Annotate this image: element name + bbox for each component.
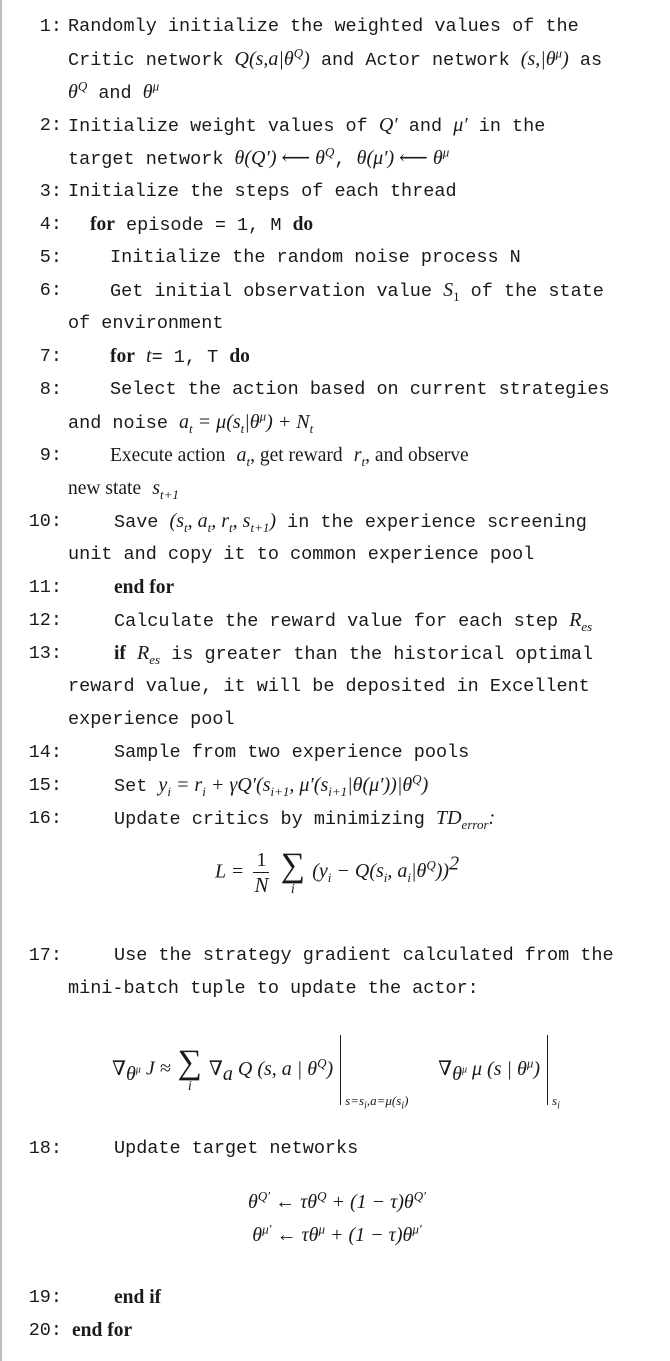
line-text: Use the strategy gradient calculated from the [114,945,614,966]
math: θ(Q′) ⟵ $\theta^Q$ [234,144,335,169]
keyword: for [110,346,135,367]
line-text: Execute action [110,445,226,466]
line-text: = 1, T [151,347,219,368]
keyword: for [90,214,115,235]
line-text: reward value, it will be deposited in Excellent [68,676,590,697]
line-number: 20: [28,1320,62,1341]
line-text: is greater than the historical optimal [171,644,594,665]
math: $\theta^Q$ [68,78,88,103]
line-text: experience pool [68,709,235,730]
line-text: as [579,50,603,71]
math: $TD_{error}$: [435,807,496,832]
math: μ′ [453,114,468,136]
math: $y_i = r_i + \gamma Q'(s_{i+1}$, $\mu'(s_{i+1}|\theta(\mu'))|\theta^Q$) [158,771,429,799]
line-text: of environment [68,313,224,334]
line-text: Get initial observation value [110,281,432,302]
line-text: , [334,149,346,170]
target-update-mu: $\theta^{\mu'}$ ← $\tau\theta^\mu + (1 - \tau)\theta^{\mu'}$ [252,1221,422,1246]
line-text: mini-batch tuple to update the actor: [68,978,479,999]
line-number: 9: [39,445,62,466]
line-number: 12: [28,610,62,631]
line-text: Update target networks [114,1138,359,1159]
line-number: 2: [39,115,62,136]
line-text: , and observe [365,445,469,466]
line-number: 6: [39,280,62,301]
line-text: Initialize weight values of [68,116,368,137]
math: ($s_t$, $a_t$, $r_t$, $s_{t+1}$) [169,510,277,535]
line-text: Randomly initialize the weighted values of the [68,16,579,37]
line-number: 1: [39,16,62,37]
line-number: 17: [28,945,62,966]
line-text: Save [114,512,159,533]
line-text: in the experience screening [287,512,587,533]
line-text: Select the action based on current strategies [110,379,610,400]
line-text: Initialize the random noise process N [110,247,521,268]
line-number: 18: [28,1138,62,1159]
math: $R_{es}$ [569,609,593,634]
keyword: end if [114,1287,162,1308]
line-number: 5: [39,247,62,268]
line-text: Sample from two experience pools [114,742,470,763]
math: $R_{es}$ [137,642,161,667]
loss-equation: L = $\frac{1}{N}$ ∑ i ($y_i - Q(s_i$, $a_i|\theta^Q))^2$ [214,846,460,897]
line-text: Critic network [68,50,224,71]
line-number: 7: [39,346,62,367]
keyword: do [229,346,250,367]
line-number: 14: [28,742,62,763]
line-number: 19: [28,1287,62,1308]
line-text: and noise [68,413,168,434]
line-text: of the state [470,281,604,302]
line-text: and [408,116,443,137]
line-text: new state [68,478,142,499]
keyword: do [292,214,314,235]
line-number: 4: [39,214,62,235]
line-text: target network [68,149,224,170]
line-number: 11: [28,577,62,598]
line-number: 3: [39,181,62,202]
math: $(s,|\theta^\mu)$ [520,45,569,70]
gradient-equation: $\nabla_{\theta^\mu}$ J ≈ ∑ i $\nabla_a$ Q (s, a | $\theta^Q$) $s=s_i,a=\mu(s_i)$ $\nabla_{\theta^\mu}$ μ (s | $\theta^\mu$) $s_i$ [2,1035,670,1105]
line-text: episode = 1, M [126,215,282,236]
math: $\theta^\mu$ [142,78,160,103]
line-text: Calculate the reward value for each step [114,611,559,632]
line-text: and [98,83,132,104]
line-text: Set [114,776,148,797]
math: θ(μ′) ⟵ $\theta^\mu$ [356,144,450,169]
line-text: unit and copy it to common experience pool [68,544,535,565]
keyword: end for [72,1320,133,1341]
line-text: , get reward [250,445,343,466]
line-text: in the [478,116,546,137]
line-number: 16: [28,808,62,829]
line-number: 13: [28,643,62,664]
math: $r_t$ [353,444,366,469]
math: $Q(s,a|\theta^Q)$ [234,45,310,70]
math: t [146,345,152,367]
math: $a_t$ [236,444,251,469]
line-text: and Actor network [320,50,510,71]
line-number: 15: [28,775,62,796]
line-number: 10: [28,511,62,532]
target-update-q: $\theta^{Q'}$ ← $\tau\theta^Q + (1 - \tau)\theta^{Q'}$ [248,1188,426,1213]
keyword: end for [114,577,175,598]
line-text: Initialize the steps of each thread [68,181,457,202]
line-number: 8: [39,379,62,400]
line-text: Update critics by minimizing [114,809,425,830]
math: $a_t = \mu(s_t|\theta^\mu) + N_t$ [179,408,314,436]
math: $S_1$ [443,279,460,304]
math: $s_{t+1}$ [152,477,179,502]
keyword: if [114,643,126,664]
math: Q′ [378,114,398,136]
